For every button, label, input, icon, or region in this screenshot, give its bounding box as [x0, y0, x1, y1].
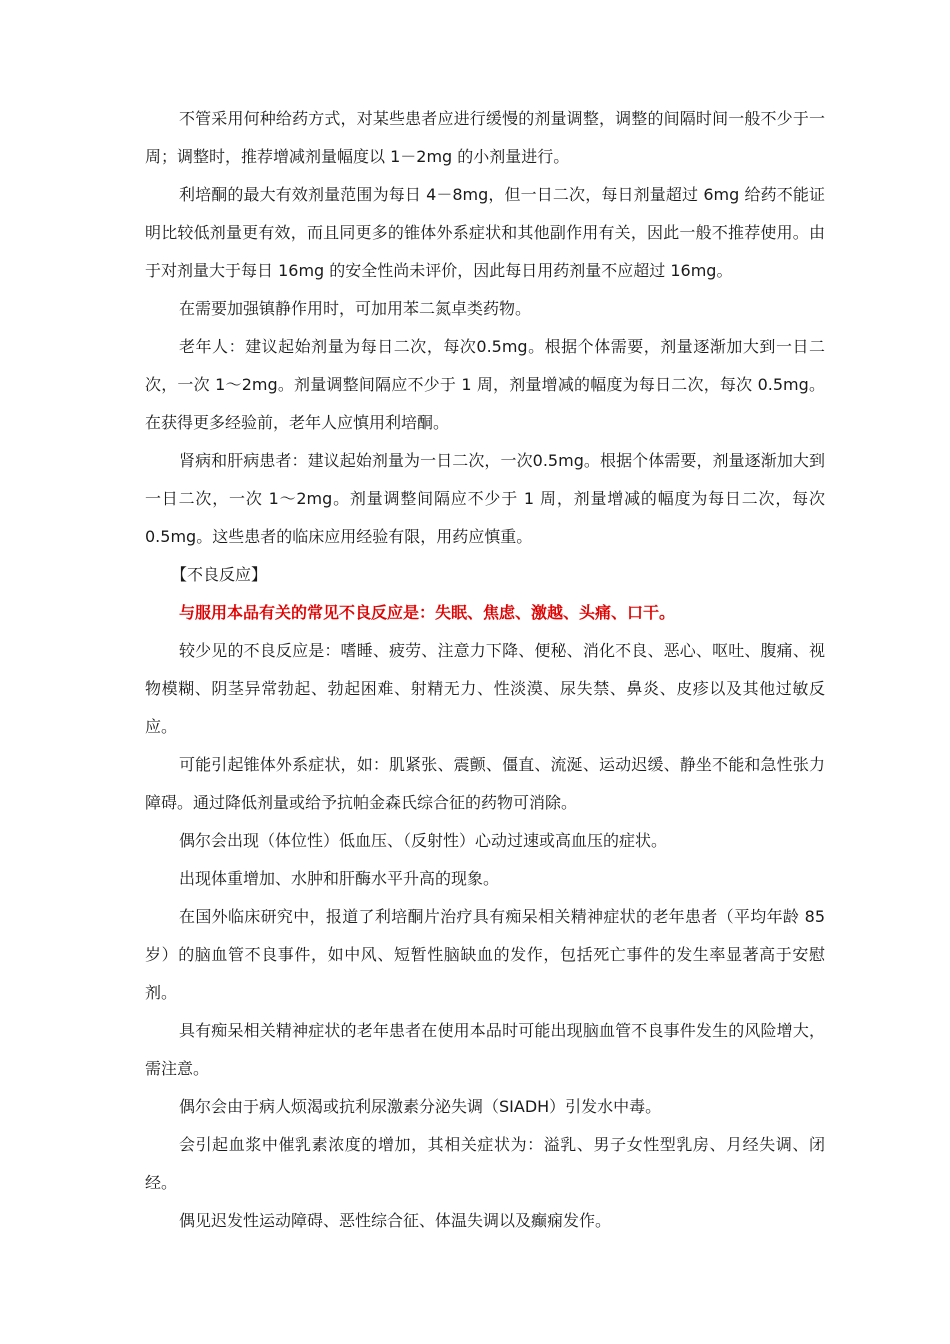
paragraph-hypotension: 偶尔会出现（体位性）低血压、（反射性）心动过速或高血压的症状。	[179, 831, 668, 850]
paragraph-water-intoxication: 偶尔会由于病人烦渴或抗利尿激素分泌失调（SIADH）引发水中毒。	[179, 1097, 662, 1116]
section-heading-adverse-reactions: 【不良反应】	[171, 565, 268, 584]
paragraph-extrapyramidal: 可能引起锥体外系症状，如：肌紧张、震颤、僵直、流涎、运动迟缓、静坐不能和急性张力障碍。通过降低剂量或给予抗帕金森氏综合征的药物可消除。	[145, 755, 825, 812]
paragraph-dementia-risk: 具有痴呆相关精神症状的老年患者在使用本品时可能出现脑血管不良事件发生的风险增大，需注意。	[145, 1021, 825, 1078]
paragraph-tardive-dyskinesia: 偶见迟发性运动障碍、恶性综合征、体温失调以及癫痫发作。	[179, 1211, 612, 1230]
document-page	[145, 100, 825, 1240]
paragraph-dose-adjustment: 不管采用何种给药方式，对某些患者应进行缓慢的剂量调整，调整的间隔时间一般不少于一周；调整时，推荐增减剂量幅度以 1－2mg 的小剂量进行。	[145, 109, 825, 166]
paragraph-weight-gain: 出现体重增加、水肿和肝酶水平升高的现象。	[179, 869, 500, 888]
paragraph-less-common-reactions: 较少见的不良反应是：嗜睡、疲劳、注意力下降、便秘、消化不良、恶心、呕吐、腹痛、视物模糊、阴茎异常勃起、勃起困难、射精无力、性淡漠、尿失禁、鼻炎、皮疹以及其他过敏反应。	[145, 641, 825, 736]
paragraph-sedation: 在需要加强镇静作用时，可加用苯二氮卓类药物。	[179, 299, 532, 318]
paragraph-clinical-study: 在国外临床研究中，报道了利培酮片治疗具有痴呆相关精神症状的老年患者（平均年龄 85 岁）的脑血管不良事件，如中风、短暂性脑缺血的发作，包括死亡事件的发生率显著高于安慰剂。	[145, 907, 825, 1002]
paragraph-prolactin: 会引起血浆中催乳素浓度的增加，其相关症状为：溢乳、男子女性型乳房、月经失调、闭经。	[145, 1135, 825, 1192]
paragraph-max-dose: 利培酮的最大有效剂量范围为每日 4－8mg，但一日二次，每日剂量超过 6mg 给药不能证明比较低剂量更有效，而且同更多的锥体外系症状和其他副作用有关，因此一般不推荐使用。由于对剂量大于每日 16mg 的安全性尚未评价，因此每日用药剂量不应超过 16mg。	[145, 185, 825, 280]
paragraph-renal-hepatic: 肾病和肝病患者：建议起始剂量为一日二次，一次0.5mg。根据个体需要，剂量逐渐加大到一日二次，一次 1～2mg。剂量调整间隔应不少于 1 周，剂量增减的幅度为每日二次，每次 0.5mg。这些患者的临床应用经验有限，用药应慎重。	[145, 451, 825, 546]
paragraph-elderly: 老年人：建议起始剂量为每日二次，每次0.5mg。根据个体需要，剂量逐渐加大到一日二次，一次 1～2mg。剂量调整间隔应不少于 1 周，剂量增减的幅度为每日二次，每次 0.5mg。在获得更多经验前，老年人应慎用利培酮。	[145, 337, 825, 432]
highlight-common-adverse-reactions: 与服用本品有关的常见不良反应是：失眠、焦虑、激越、头痛、口干。	[179, 603, 676, 622]
